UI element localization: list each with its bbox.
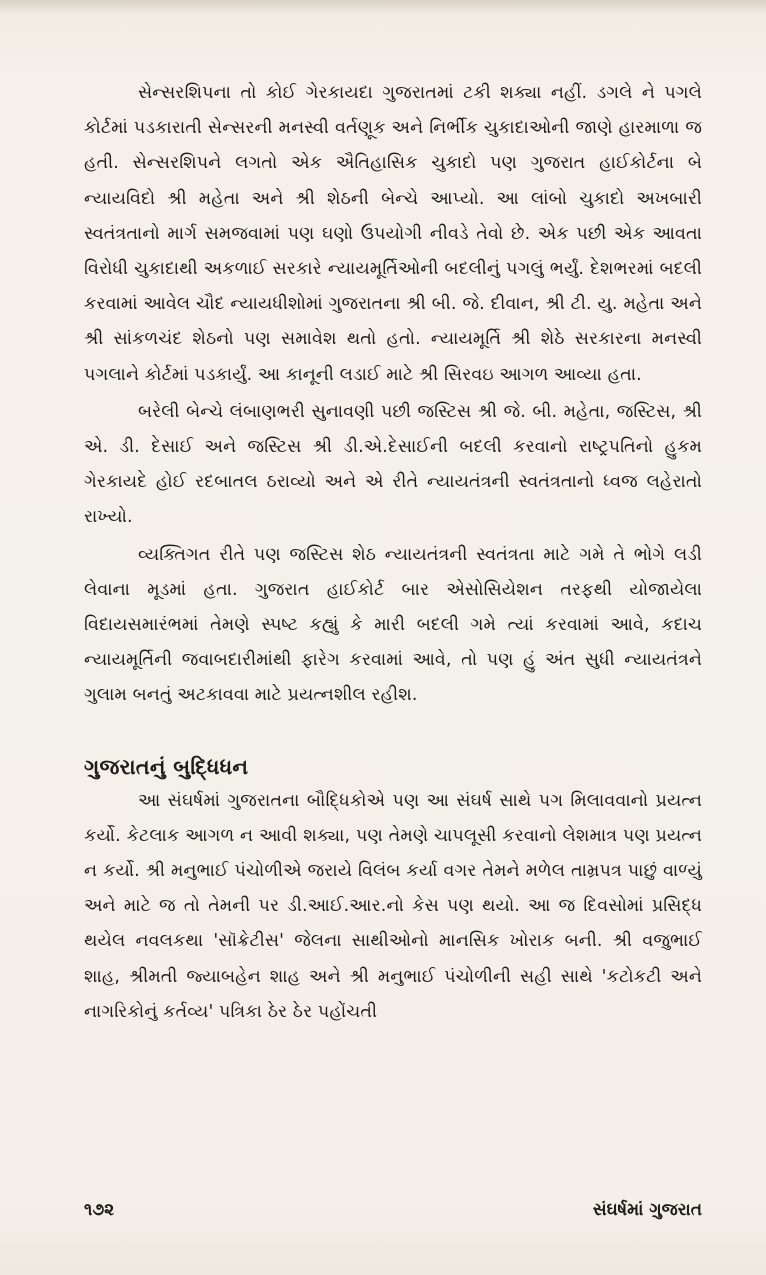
paragraph-censorship-rulings: સેન્સરશિપના તો કોઈ ગેરકાયદા ગુજરાતમાં ટકી શક્યા નહીં. ડગલે ને પગલે કોર્ટમાં પડકારાતી સેન્સરની મનસ્વી વર્તણૂક અને નિર્ભીક ચુકાદાઓની જાણે હારમાળા જ હતી. સેન્સરશિપને લગતો એક ઐતિહાસિક ચુકાદો પણ ગુજરાત હાઈકોર્ટના બે ન્યાયવિદો શ્રી મહેતા અને શ્રી શેઠની બેન્ચે આપ્યો. આ લાંબો ચુકાદો અખબારી સ્વતંત્રતાનો માર્ગ સમજવામાં પણ ઘણો ઉપયોગી નીવડે તેવો છે. એક પછી એક આવતા વિરોધી ચુકાદાથી અકળાઈ સરકારે ન્યાયમૂર્તિઓની બદલીનું પગલું ભર્યું. દેશભરમાં બદલી કરવામાં આવેલ ચૌદ ન્યાયધીશોમાં ગુજરાતના શ્રી બી. જે. દીવાન, શ્રી ટી. યુ. મહેતા અને શ્રી સાંકળચંદ શેઠનો પણ સમાવેશ થતો હતો. ન્યાયમૂર્તિ શ્રી શેઠે સરકારના મનસ્વી પગલાને કોર્ટમાં પડકાર્યું. આ કાનૂની લડાઈ માટે શ્રી સિરવઇ આગળ આવ્યા હતા. [84, 83, 702, 385]
page-number: ૧૭૨ [84, 1200, 115, 1220]
section-heading: ગુજરાતનું બુદ્ધિધન [84, 754, 249, 779]
paragraph-bench-verdict: બરેલી બેન્ચે લંબાણભરી સુનાવણી પછી જસ્ટિસ શ્રી જે. બી. મહેતા, જસ્ટિસ, શ્રી એ. ડી. દેસાઈ અને જસ્ટિસ શ્રી ડી.એ.દેસાઈની બદલી કરવાનો રાષ્ટ્રપતિનો હુકમ ગેરકાયદે હોઈ રદબાતલ ઠરાવ્યો અને એ રીતે ન્યાયતંત્રની સ્વતંત્રતાનો ધ્વજ લહેરાતો રાખ્યો. [84, 401, 702, 528]
page-footer [84, 1200, 702, 1228]
running-title: સંઘર્ષમાં ગુજરાત [592, 1200, 702, 1220]
body-text [84, 76, 702, 1030]
paragraph-intellectuals: આ સંઘર્ષમાં ગુજરાતના બૌદ્ધિકોએ પણ આ સંઘર્ષ સાથે પગ મિલાવવાનો પ્રયત્ન કર્યો. કેટલાક આગળ ન આવી શક્યા, પણ તેમણે ચાપલૂસી કરવાનો લેશમાત્ર પણ પ્રયત્ન ન કર્યો. શ્રી મનુભાઈ પંચોળીએ જરાયે વિલંબ કર્યા વગર તેમને મળેલ તામ્રપત્ર પાછું વાળ્યું અને માટે જ તો તેમની પર ડી.આઈ.આર.નો કેસ પણ થયો. આ જ દિવસોમાં પ્રસિદ્ધ થયેલ નવલકથા 'સૉક્રેટીસ' જેલના સાથીઓનો માનસિક ખોરાક બની. શ્રી વજુભાઈ શાહ, શ્રીમતી જ્યાબહેન શાહ અને શ્રી મનુભાઈ પંચોળીની સહી સાથે 'કટોકટી અને નાગરિકોનું કર્તવ્ય' પત્રિકા ઠેર ઠેર પહોંચતી [84, 790, 702, 1022]
page-top-edge [0, 0, 766, 14]
paragraph-justice-sheth: વ્યક્તિગત રીતે પણ જસ્ટિસ શેઠ ન્યાયતંત્રની સ્વતંત્રતા માટે ગમે તે ભોગે લડી લેવાના મૂડમાં હતા. ગુજરાત હાઈકોર્ટ બાર એસોસિયેશન તરફથી યોજાયેલા વિદાયસમારંભમાં તેમણે સ્પષ્ટ કહ્યું કે મારી બદલી ગમે ત્યાં કરવામાં આવે, કદાચ ન્યાયમૂર્તિની જવાબદારીમાંથી ફારેગ કરવામાં આવે, તો પણ હું અંત સુધી ન્યાયતંત્રને ગુલામ બનતું અટકાવવા માટે પ્રયત્નશીલ રહીશ. [84, 544, 702, 706]
